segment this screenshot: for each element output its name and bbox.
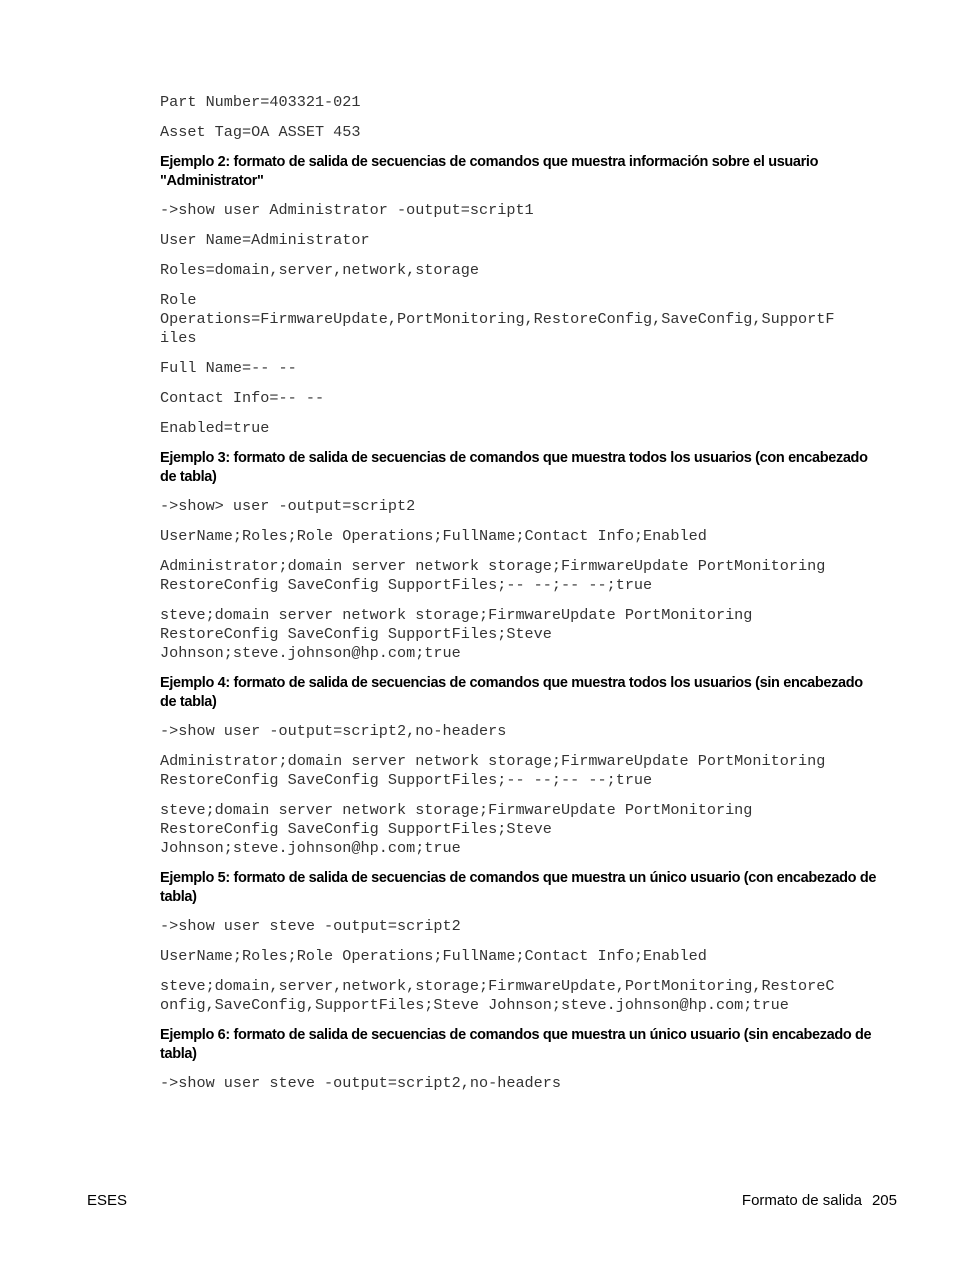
code-line: ->show user steve -output=script2,no-headers (160, 1074, 562, 1092)
code-line: Full Name=-- -- (160, 359, 297, 377)
page-content (160, 93, 880, 1104)
code-line: steve;domain server network storage;FirmwareUpdate PortMonitoring RestoreConfig SaveConfig SupportFiles;Steve Johnson;steve.johnson@hp.com;true (160, 801, 753, 857)
code-line: User Name=Administrator (160, 231, 370, 249)
code-line: ->show user -output=script2,no-headers (160, 722, 507, 740)
code-line: Administrator;domain server network storage;FirmwareUpdate PortMonitoring RestoreConfig SaveConfig SupportFiles;-- --;-- --;true (160, 557, 826, 594)
code-line: Part Number=403321-021 (160, 93, 361, 111)
example-heading: Ejemplo 2: formato de salida de secuencias de comandos que muestra información sobre el usuario "Administrator" (160, 154, 819, 189)
example-heading: Ejemplo 6: formato de salida de secuencias de comandos que muestra un único usuario (sin encabezado de tabla) (160, 1027, 872, 1062)
code-line: Enabled=true (160, 419, 270, 437)
footer-page-info (742, 1192, 897, 1209)
footer-locale: ESES (87, 1192, 128, 1209)
code-line: Role Operations=FirmwareUpdate,PortMonitoring,RestoreConfig,SaveConfig,SupportF iles (160, 291, 835, 347)
code-line: steve;domain,server,network,storage;FirmwareUpdate,PortMonitoring,RestoreC onfig,SaveConfig,SupportFiles;Steve Johnson;steve.johnson@hp.com;true (160, 977, 835, 1014)
footer-section-title: Formato de salida (741, 1192, 862, 1209)
code-line: Contact Info=-- -- (160, 389, 325, 407)
example-heading: Ejemplo 5: formato de salida de secuencias de comandos que muestra un único usuario (con encabezado de tabla) (160, 870, 877, 905)
code-line: ->show user Administrator -output=script1 (160, 201, 534, 219)
code-line: UserName;Roles;Role Operations;FullName;Contact Info;Enabled (160, 947, 707, 965)
page-number: 205 (871, 1192, 897, 1209)
code-line: ->show> user -output=script2 (160, 497, 416, 515)
example-heading: Ejemplo 4: formato de salida de secuencias de comandos que muestra todos los usuarios (sin encabezado de tabla) (160, 675, 863, 710)
example-heading: Ejemplo 3: formato de salida de secuencias de comandos que muestra todos los usuarios (con encabezado de tabla) (160, 450, 868, 485)
code-line: Administrator;domain server network storage;FirmwareUpdate PortMonitoring RestoreConfig SaveConfig SupportFiles;-- --;-- --;true (160, 752, 826, 789)
code-line: Roles=domain,server,network,storage (160, 261, 479, 279)
code-line: ->show user steve -output=script2 (160, 917, 461, 935)
code-line: UserName;Roles;Role Operations;FullName;Contact Info;Enabled (160, 527, 707, 545)
code-line: steve;domain server network storage;FirmwareUpdate PortMonitoring RestoreConfig SaveConfig SupportFiles;Steve Johnson;steve.johnson@hp.com;true (160, 606, 753, 662)
code-line: Asset Tag=OA ASSET 453 (160, 123, 361, 141)
